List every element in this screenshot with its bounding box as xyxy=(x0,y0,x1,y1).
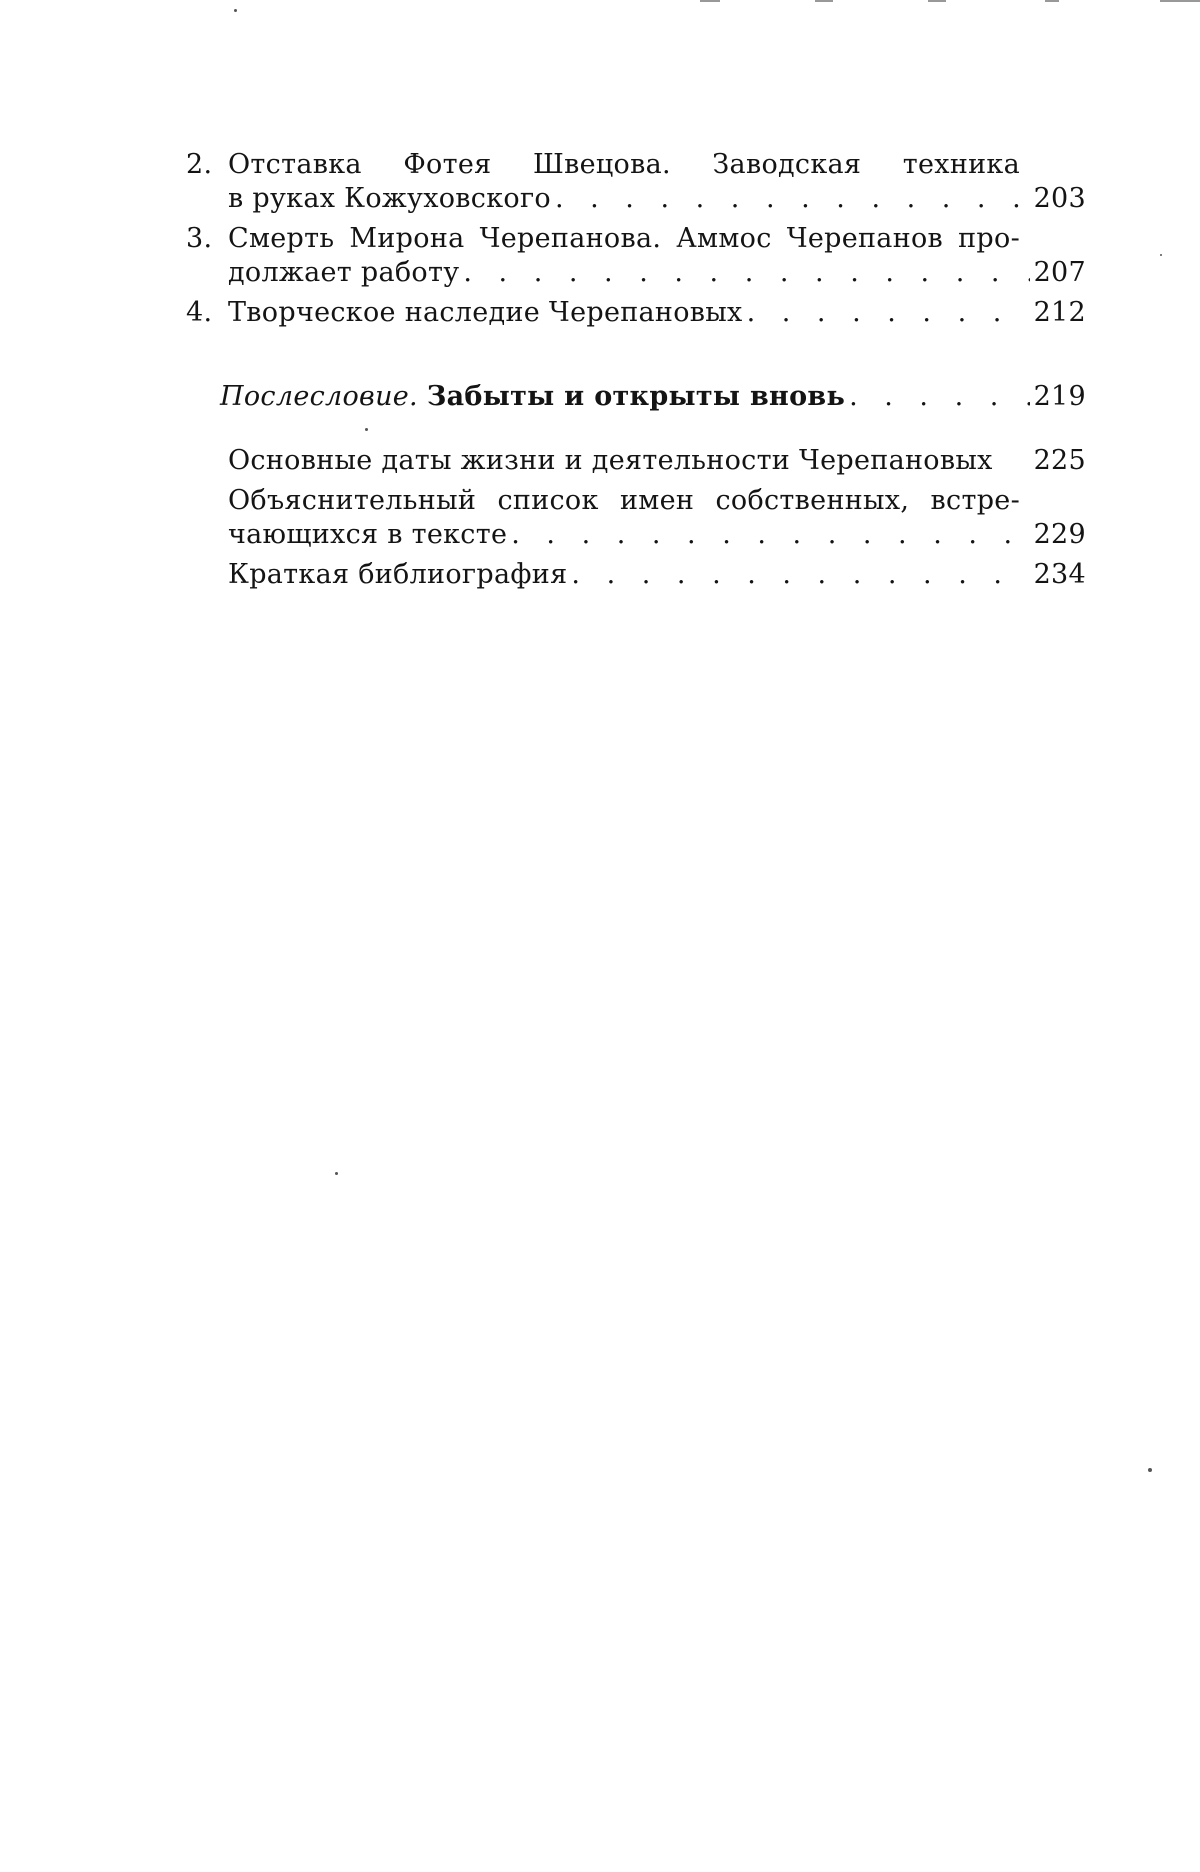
scan-mark xyxy=(700,0,720,2)
toc-entry[interactable] xyxy=(186,148,1086,216)
toc-entry-title: Объяснительный список имен собственных, встре- xyxy=(228,485,1020,516)
scan-speck xyxy=(234,9,237,12)
toc-entry-title: Отставка Фотея Швецова. Заводская техника xyxy=(228,149,1020,180)
toc-entry-title-cont: чающихся в тексте xyxy=(228,519,508,550)
toc-entry-number: 2. xyxy=(186,149,213,180)
toc-entry-title: Основные даты жизни и деятельности Черепановых xyxy=(228,445,993,476)
scan-mark xyxy=(815,0,833,2)
toc-page-number: 207 xyxy=(1033,257,1086,288)
toc-entry-title: Смерть Мирона Черепанова. Аммос Черепанов про- xyxy=(228,223,1020,254)
toc-page-number: 229 xyxy=(1033,519,1086,550)
scan-speck xyxy=(1160,254,1162,256)
toc-entry-number: 4. xyxy=(186,297,213,328)
dot-leader xyxy=(747,296,1030,330)
dot-leader xyxy=(463,256,1029,290)
toc-entry[interactable] xyxy=(186,296,1086,330)
toc-entry-title: Краткая библиография xyxy=(228,559,568,590)
toc-page-number: 234 xyxy=(1033,559,1086,590)
afterword-title: Забыты и открыты вновь xyxy=(426,381,846,412)
scan-speck xyxy=(1148,1468,1152,1472)
dot-leader xyxy=(511,518,1029,552)
toc-appendix-entry[interactable] xyxy=(228,558,1086,592)
toc-entry-title-cont: должает работу xyxy=(228,257,460,288)
table-of-contents xyxy=(186,148,1086,592)
scan-mark xyxy=(1160,0,1200,2)
toc-entry-title-cont: в руках Кожуховского xyxy=(228,183,551,214)
toc-entry[interactable] xyxy=(186,222,1086,290)
toc-page-number: 212 xyxy=(1033,297,1086,328)
scan-mark xyxy=(928,0,946,2)
toc-appendix-entry[interactable] xyxy=(228,484,1086,552)
toc-afterword[interactable] xyxy=(220,380,1086,414)
dot-leader xyxy=(571,558,1029,592)
toc-entry-number: 3. xyxy=(186,223,213,254)
afterword-label: Послесловие. xyxy=(220,381,418,412)
toc-page-number: 203 xyxy=(1033,183,1086,214)
dot-leader xyxy=(849,380,1029,414)
toc-page-number: 219 xyxy=(1033,381,1086,412)
dot-leader xyxy=(555,182,1030,216)
scan-mark xyxy=(1045,0,1059,2)
toc-page-number: 225 xyxy=(1033,445,1086,476)
toc-appendix-entry[interactable] xyxy=(228,444,1086,478)
toc-entry-title: Творческое наследие Черепановых xyxy=(228,297,743,328)
scan-speck xyxy=(335,1172,338,1175)
